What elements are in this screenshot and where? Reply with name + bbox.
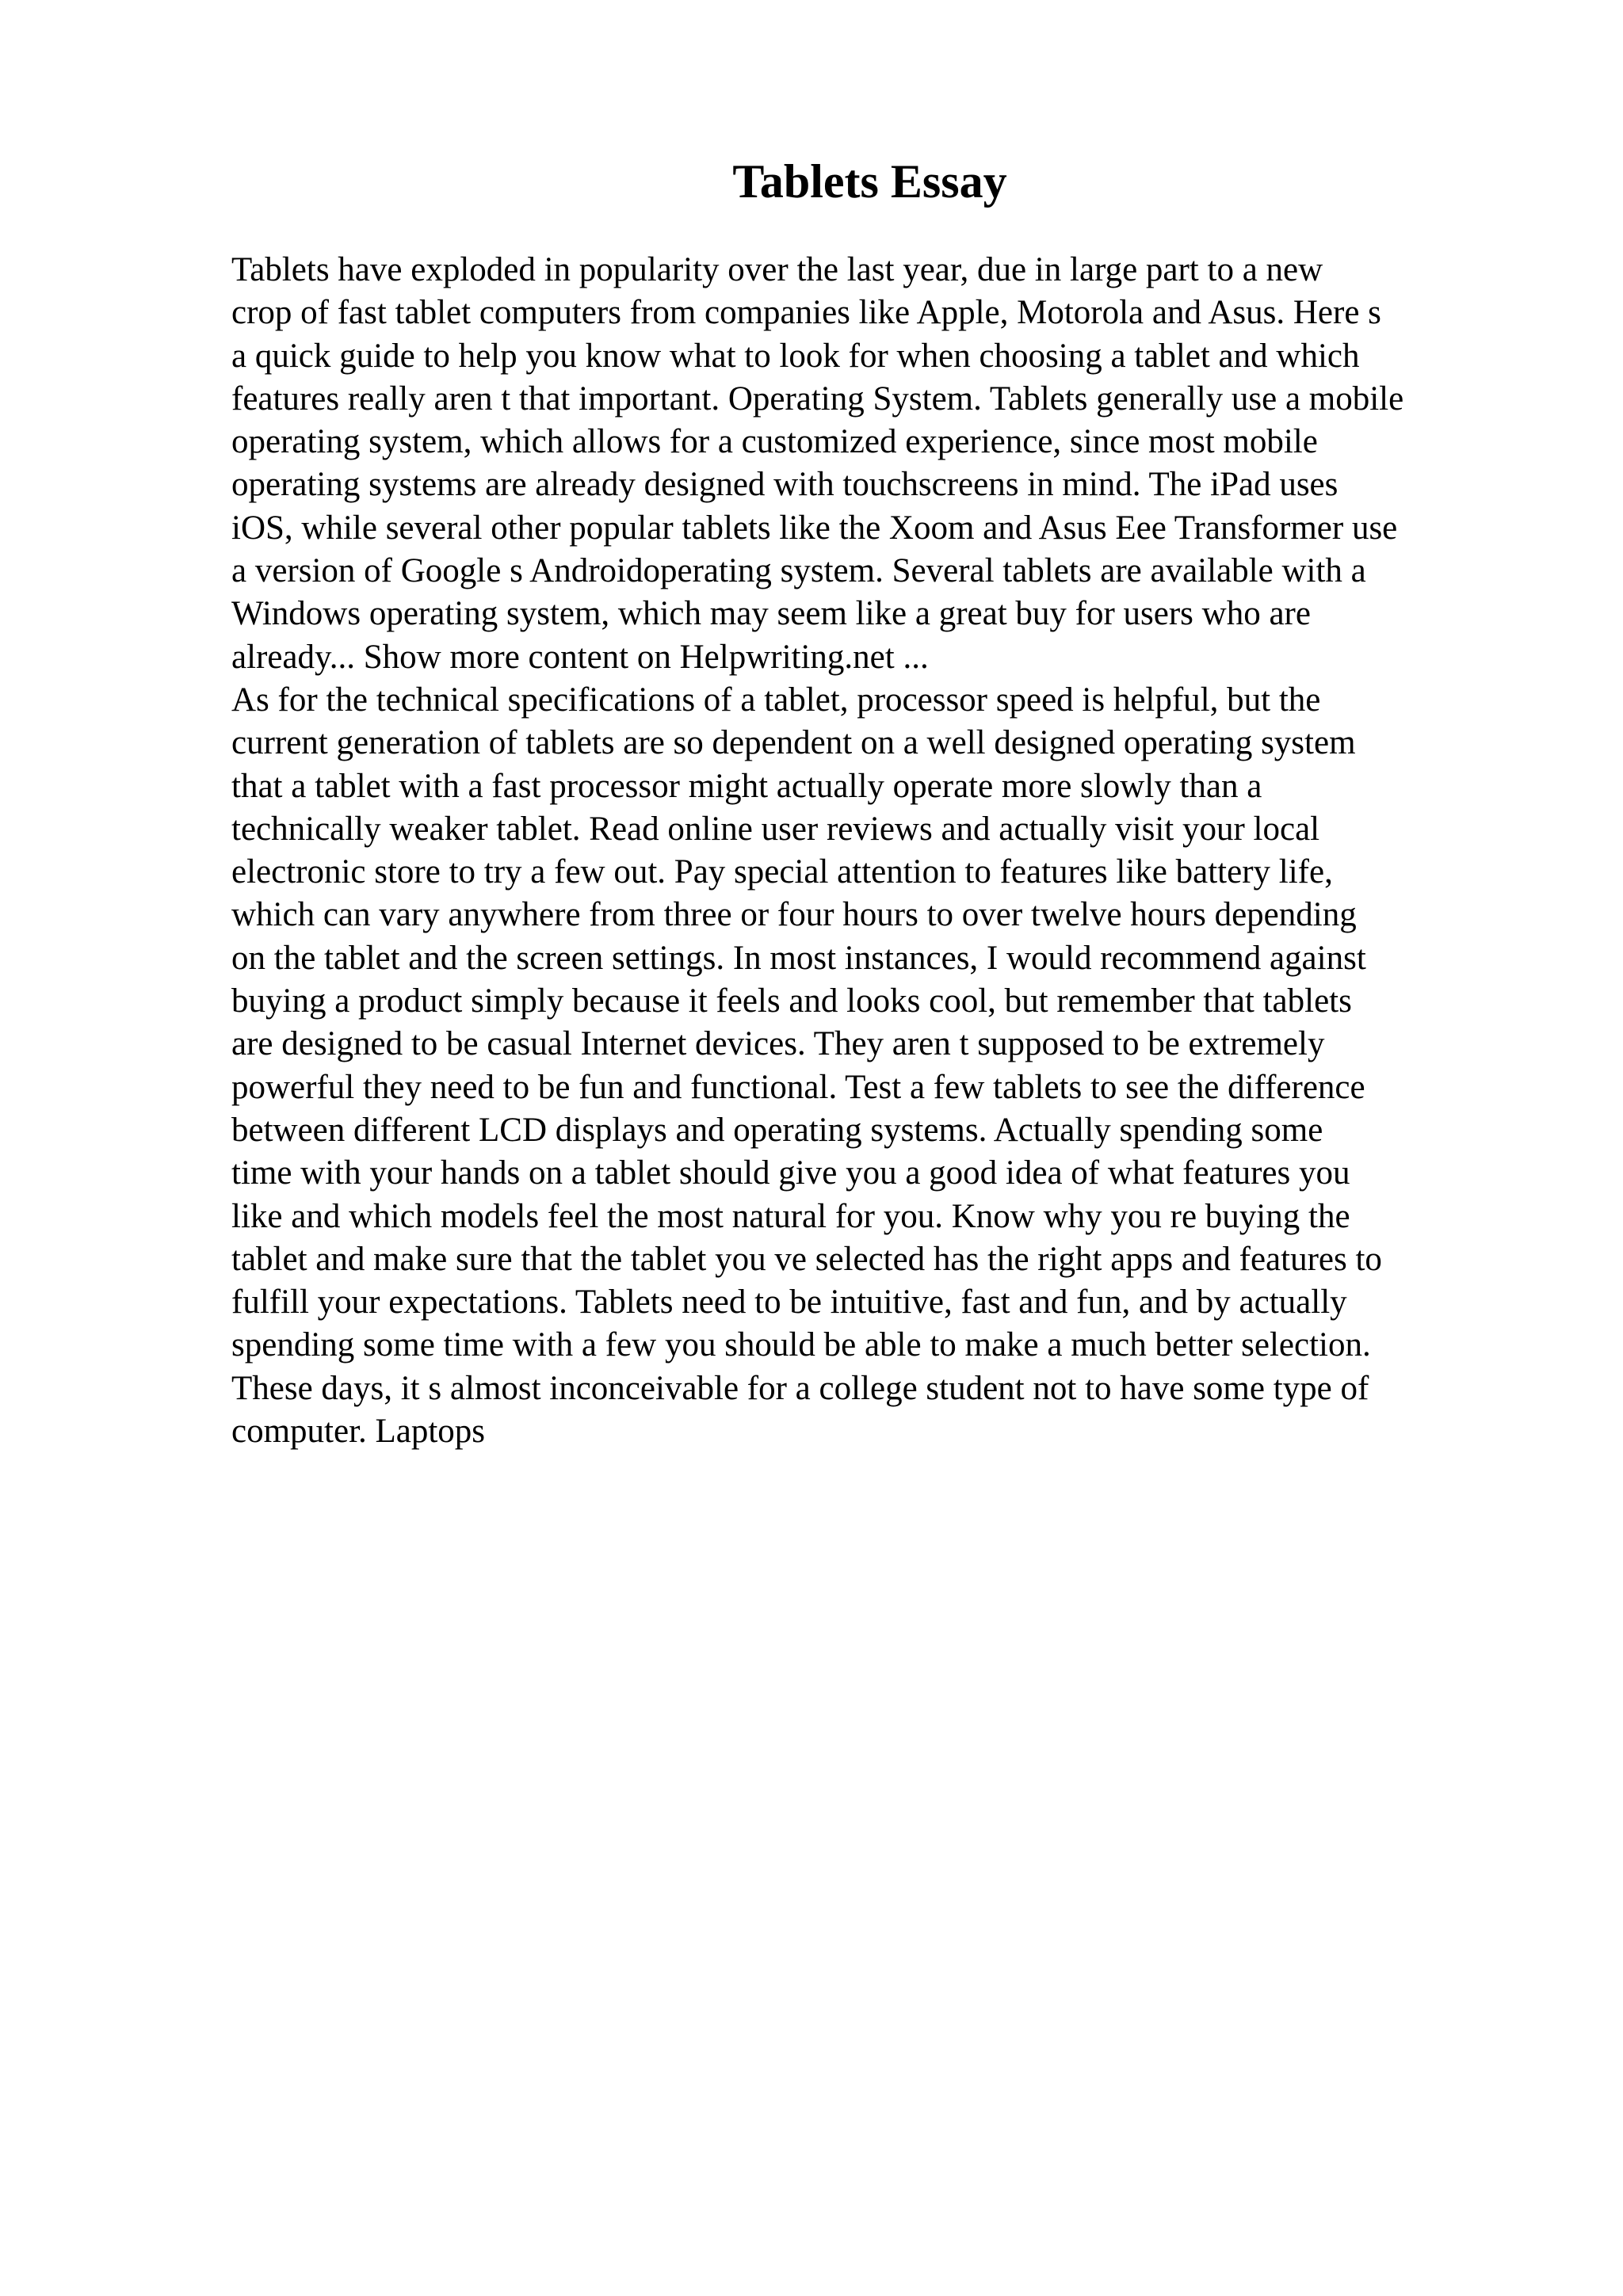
essay-line: operating systems are already designed with touchscreens in mind. The iPad uses bbox=[231, 466, 1338, 504]
essay-line: features really aren t that important. Operating System. Tablets generally use a mobile bbox=[231, 379, 1404, 418]
essay-line: operating system, which allows for a customized experience, since most mobile bbox=[231, 423, 1318, 461]
essay-line: tablet and make sure that the tablet you ve selected has the right apps and features to bbox=[231, 1240, 1382, 1278]
essay-line: Windows operating system, which may seem like a great buy for users who are bbox=[231, 595, 1311, 633]
essay-line: Tablets have exploded in popularity over the last year, due in large part to a new bbox=[231, 251, 1323, 288]
essay-line: are designed to be casual Internet devices. They aren t supposed to be extremely bbox=[231, 1025, 1325, 1063]
essay-line: already... Show more content on Helpwriting.net ... bbox=[231, 638, 929, 676]
essay-line: fulfill your expectations. Tablets need to be intuitive, fast and fun, and by actually bbox=[231, 1283, 1347, 1322]
essay-line: powerful they need to be fun and functional. Test a few tablets to see the difference bbox=[231, 1068, 1365, 1106]
essay-line: These days, it s almost inconceivable for a college student not to have some type of bbox=[231, 1369, 1369, 1407]
essay-line: computer. Laptops bbox=[231, 1413, 486, 1451]
essay-line: that a tablet with a fast processor might actually operate more slowly than a bbox=[231, 767, 1262, 805]
essay-body bbox=[231, 249, 1594, 1453]
essay-line: electronic store to try a few out. Pay special attention to features like battery life, bbox=[231, 853, 1333, 891]
essay-line: spending some time with a few you should be able to make a much better selection. bbox=[231, 1326, 1371, 1364]
essay-line: iOS, while several other popular tablets like the Xoom and Asus Eee Transformer use bbox=[231, 509, 1398, 547]
page-title: Tablets Essay bbox=[732, 155, 1007, 208]
essay-line: on the tablet and the screen settings. In most instances, I would recommend against bbox=[231, 939, 1366, 977]
essay-line: a quick guide to help you know what to look for when choosing a tablet and which bbox=[231, 337, 1360, 375]
essay-line: technically weaker tablet. Read online user reviews and actually visit your local bbox=[231, 810, 1320, 848]
essay-line: a version of Google s Androidoperating system. Several tablets are available with a bbox=[231, 552, 1366, 590]
essay-line: between different LCD displays and operating systems. Actually spending some bbox=[231, 1111, 1323, 1149]
essay-line: buying a product simply because it feels and looks cool, but remember that tablets bbox=[231, 982, 1352, 1020]
essay-line: which can vary anywhere from three or four hours to over twelve hours depending bbox=[231, 896, 1357, 934]
essay-line: current generation of tablets are so dependent on a well designed operating system bbox=[231, 724, 1356, 762]
essay-line: like and which models feel the most natural for you. Know why you re buying the bbox=[231, 1197, 1350, 1235]
essay-line: time with your hands on a tablet should give you a good idea of what features you bbox=[231, 1154, 1350, 1192]
essay-line: crop of fast tablet computers from companies like Apple, Motorola and Asus. Here s bbox=[231, 294, 1381, 332]
essay-line: As for the technical specifications of a tablet, processor speed is helpful, but the bbox=[231, 681, 1321, 719]
